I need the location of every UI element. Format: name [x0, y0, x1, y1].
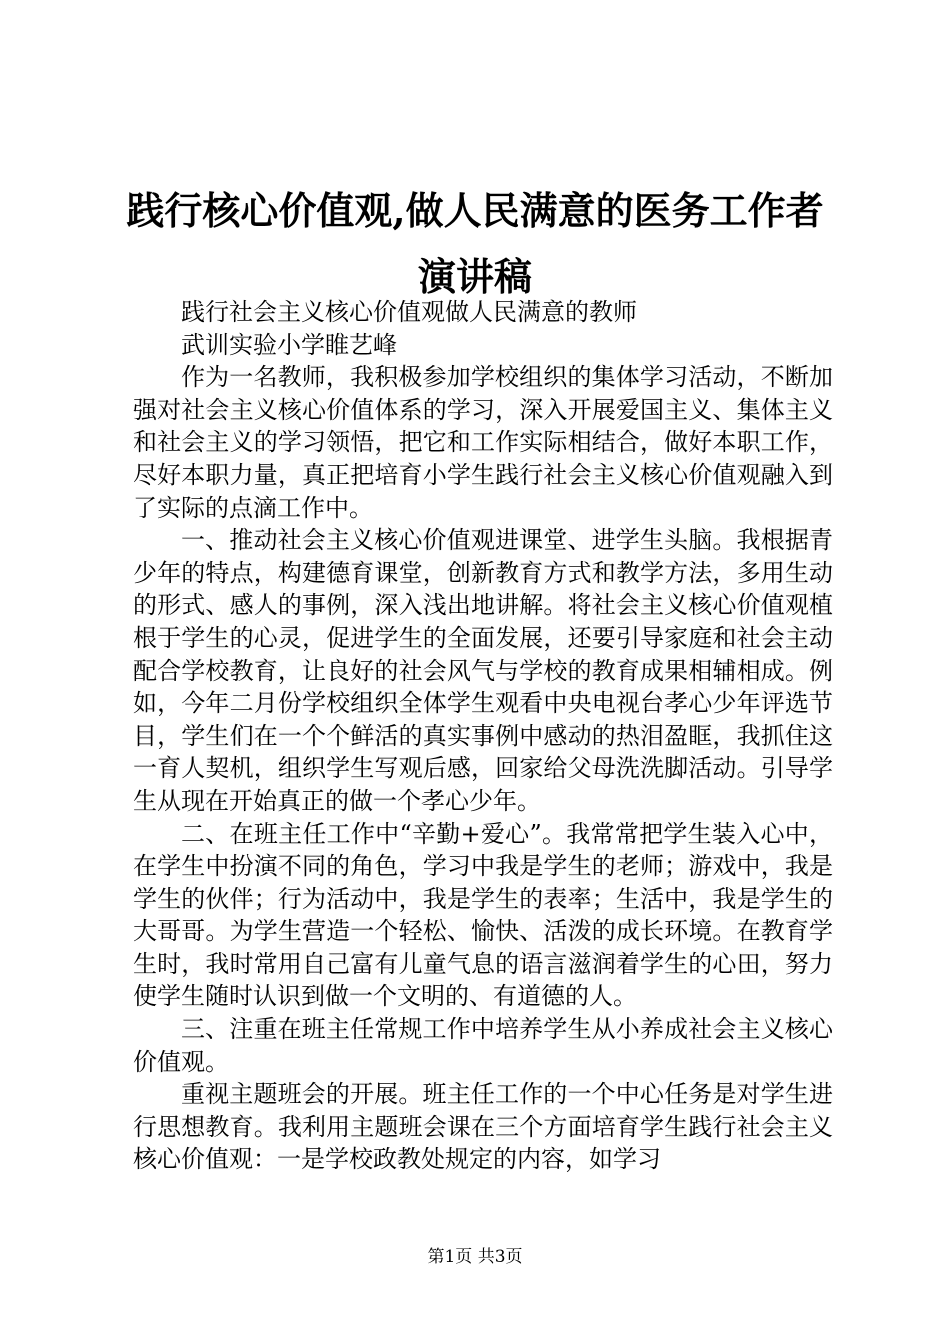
subtitle-line: 践行社会主义核心价值观做人民满意的教师 [181, 298, 637, 326]
body-paragraph: 三、注重在班主任常规工作中培养学生从小养成社会主义核心价值观。 [133, 1015, 833, 1076]
body-paragraph: 一、推动社会主义核心价值观进课堂、进学生头脑。我根据青少年的特点，构建德育课堂，创新教育方式和教学方法，多用生动的形式、感人的事例，深入浅出地讲解。将社会主义核心价值观植根于学生的心灵，促进学生的全面发展，还要引导家庭和社会主动配合学校教育，让良好的社会风气与学校的教育成果相辅相成。例如，今年二月份学校组织全体学生观看中央电视台孝心少年评选节目，学生们在一个个鲜活的真实事例中感动的热泪盈眶，我抓住这一育人契机，组织学生写观后感，回家给父母洗洗脚活动。引导学生从现在开始真正的做一个孝心少年。 [133, 526, 833, 815]
body-paragraph: 二、在班主任工作中“辛勤+爱心”。我常常把学生装入心中，在学生中扮演不同的角色，学习中我是学生的老师；游戏中，我是学生的伙伴；行为活动中，我是学生的表率；生活中，我是学生的大哥哥。为学生营造一个轻松、愉快、活泼的成长环境。在教育学生时，我时常用自己富有儿童气息的语言滋润着学生的心田，努力使学生随时认识到做一个文明的、有道德的人。 [133, 819, 833, 1011]
author-line: 武训实验小学睢艺峰 [181, 330, 397, 359]
body-paragraph: 作为一名教师，我积极参加学校组织的集体学习活动，不断加强对社会主义核心价值体系的学习，深入开展爱国主义、集体主义和社会主义的学习领悟，把它和工作实际相结合，做好本职工作，尽好本职力量，真正把培育小学生践行社会主义核心价值观融入到了实际的点滴工作中。 [133, 363, 833, 522]
document-title: 践行核心价值观,做人民满意的医务工作者演讲稿 [126, 188, 824, 299]
page-footer: 第1页 共3页 [427, 1247, 523, 1267]
document-body [133, 296, 833, 1176]
body-paragraph: 重视主题班会的开展。班主任工作的一个中心任务是对学生进行思想教育。我利用主题班会课在三个方面培育学生践行社会主义核心价值观：一是学校政教处规定的内容，如学习 [133, 1080, 833, 1174]
